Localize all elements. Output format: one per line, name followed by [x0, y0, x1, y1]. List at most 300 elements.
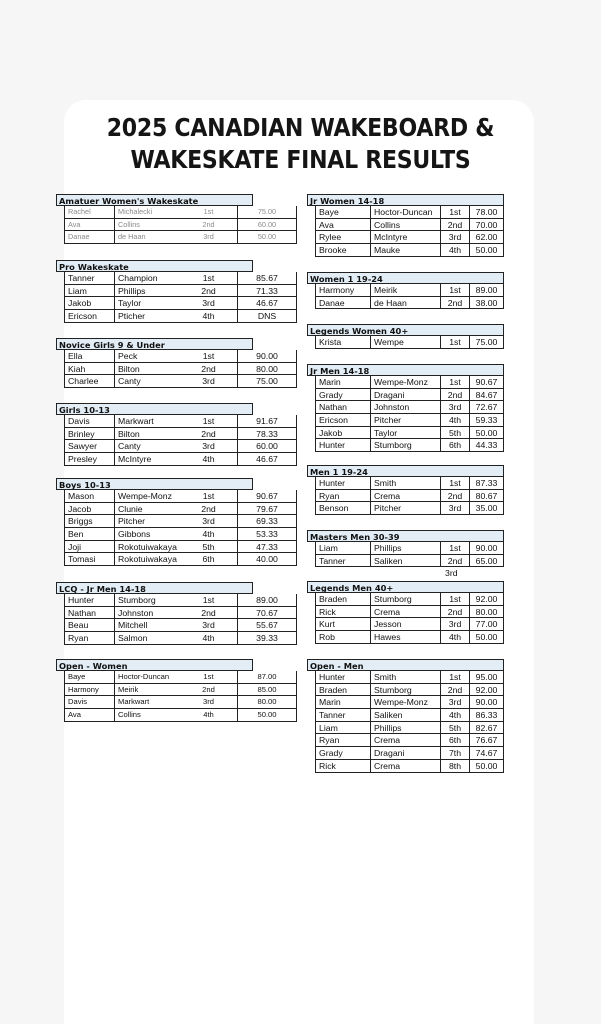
category-header: Pro Wakeskate [56, 260, 253, 272]
place-cell: 1st [440, 376, 469, 389]
last-name-cell: Rokotuiwakaya [114, 553, 180, 566]
first-name-cell: Nathan [315, 401, 370, 414]
score-cell: 62.00 [469, 231, 504, 244]
score-cell: 89.00 [469, 284, 504, 297]
place-cell: 2nd [440, 490, 469, 503]
result-row [307, 760, 504, 773]
score-cell: 85.67 [237, 272, 297, 285]
score-cell: 92.00 [469, 593, 504, 606]
place-cell: 2nd [440, 389, 469, 402]
result-row [56, 231, 277, 244]
place-cell: 4th [440, 244, 469, 257]
last-name-cell: Peck [114, 350, 180, 363]
score-cell: 91.67 [237, 415, 297, 428]
place-cell: 2nd [180, 363, 237, 376]
score-cell: 82.67 [469, 722, 504, 735]
place-cell: 3rd [440, 502, 469, 515]
place-cell: 2nd [180, 428, 237, 441]
score-cell: 55.67 [237, 619, 297, 632]
place-cell: 2nd [440, 219, 469, 232]
place-cell: 4th [440, 709, 469, 722]
category-header: Open - Women [56, 659, 253, 671]
last-name-cell: Pitcher [370, 502, 440, 515]
last-name-cell: Dragani [370, 389, 440, 402]
first-name-cell: Hunter [64, 594, 114, 607]
result-row [307, 427, 504, 440]
score-cell: 95.00 [469, 671, 504, 684]
place-cell: 4th [440, 631, 469, 644]
last-name-cell: Salmon [114, 632, 180, 645]
place-cell: 4th [180, 632, 237, 645]
page-title-line-1: 2025 CANADIAN WAKEBOARD & [106, 113, 495, 142]
score-cell: 71.33 [237, 285, 297, 298]
first-name-cell: Harmony [64, 684, 114, 697]
first-name-cell: Brinley [64, 428, 114, 441]
first-name-cell: Mason [64, 490, 114, 503]
last-name-cell: Smith [370, 671, 440, 684]
first-name-cell: Jacob [64, 503, 114, 516]
result-row [56, 297, 278, 310]
result-row [56, 709, 277, 722]
score-cell: 46.67 [237, 453, 297, 466]
last-name-cell: Taylor [114, 297, 180, 310]
category-jr-men-14-18 [307, 364, 504, 452]
score-cell: 40.00 [237, 553, 297, 566]
page-title-line-2: WAKESKATE FINAL RESULTS [130, 145, 471, 174]
category-jr-women-14-18 [307, 194, 504, 257]
category-header: LCQ - Jr Men 14-18 [56, 582, 253, 594]
first-name-cell: Danae [315, 297, 370, 310]
score-cell: 50.00 [469, 760, 504, 773]
first-name-cell: Beau [64, 619, 114, 632]
first-name-cell: Benson [315, 502, 370, 515]
last-name-cell: Collins [114, 219, 180, 232]
place-cell: 3rd [440, 231, 469, 244]
last-name-cell: Johnston [370, 401, 440, 414]
last-name-cell: Gibbons [114, 528, 180, 541]
category-header: Women 1 19-24 [307, 272, 504, 284]
score-cell: 46.67 [237, 297, 297, 310]
result-row [307, 684, 504, 697]
first-name-cell: Ryan [64, 632, 114, 645]
first-name-cell: Ava [64, 709, 114, 722]
result-row [307, 206, 504, 219]
result-row [307, 376, 504, 389]
first-name-cell: Joji [64, 541, 114, 554]
place-cell: 3rd [180, 515, 237, 528]
result-row [56, 696, 277, 709]
result-row [56, 553, 278, 566]
category-open-women [56, 659, 277, 722]
last-name-cell: Bilton [114, 428, 180, 441]
place-cell: 3rd [180, 619, 237, 632]
score-cell: 60.00 [237, 219, 297, 232]
first-name-cell: Marin [315, 696, 370, 709]
result-row [56, 671, 277, 684]
first-name-cell: Baye [315, 206, 370, 219]
result-row [56, 206, 277, 219]
first-name-cell: Hunter [315, 439, 370, 452]
first-name-cell: Davis [64, 696, 114, 709]
result-row [307, 219, 504, 232]
last-name-cell: Saliken [370, 555, 440, 568]
last-name-cell: Meirik [370, 284, 440, 297]
last-name-cell: Michalecki [114, 206, 180, 219]
score-cell: 75.00 [237, 375, 297, 388]
score-cell: 90.67 [469, 376, 504, 389]
score-cell: 80.00 [237, 363, 297, 376]
first-name-cell: Liam [315, 542, 370, 555]
score-cell: 53.33 [237, 528, 297, 541]
place-cell: 1st [440, 542, 469, 555]
last-name-cell: Champion [114, 272, 180, 285]
result-row [307, 284, 504, 297]
score-cell: 84.67 [469, 389, 504, 402]
first-name-cell: Rob [315, 631, 370, 644]
category-header: Masters Men 30-39 [307, 530, 504, 542]
score-cell: 72.67 [469, 401, 504, 414]
score-cell: 90.67 [237, 490, 297, 503]
last-name-cell: Mauke [370, 244, 440, 257]
result-row [307, 439, 504, 452]
first-name-cell: Rylee [315, 231, 370, 244]
score-cell: 86.33 [469, 709, 504, 722]
result-row [307, 244, 504, 257]
result-row [307, 722, 504, 735]
place-cell: 3rd [180, 696, 237, 709]
place-cell: 1st [180, 272, 237, 285]
category-header: Girls 10-13 [56, 403, 253, 415]
first-name-cell: Briggs [64, 515, 114, 528]
result-row [56, 350, 278, 363]
place-cell: 3rd [440, 618, 469, 631]
result-row [56, 428, 278, 441]
result-row [56, 453, 278, 466]
first-name-cell: Marin [315, 376, 370, 389]
score-cell: 60.00 [237, 440, 297, 453]
last-name-cell: Canty [114, 440, 180, 453]
first-name-cell: Liam [64, 285, 114, 298]
category-boys-10-13 [56, 478, 278, 566]
score-cell: 50.00 [469, 631, 504, 644]
last-name-cell: Rokotuiwakaya [114, 541, 180, 554]
place-cell: 2nd [180, 503, 237, 516]
place-cell: 1st [180, 415, 237, 428]
result-row [307, 477, 504, 490]
first-name-cell: Sawyer [64, 440, 114, 453]
first-name-cell: Rick [315, 760, 370, 773]
place-cell: 1st [440, 671, 469, 684]
place-cell: 6th [180, 553, 237, 566]
score-cell: 80.00 [237, 696, 297, 709]
last-name-cell: Johnston [114, 607, 180, 620]
first-name-cell: Tanner [64, 272, 114, 285]
place-cell: 4th [180, 709, 237, 722]
place-cell: 2nd [440, 684, 469, 697]
score-cell: 50.00 [469, 427, 504, 440]
result-row [307, 490, 504, 503]
last-name-cell: Hoctor-Duncan [370, 206, 440, 219]
score-cell: 75.00 [469, 336, 504, 349]
first-name-cell: Ericson [64, 310, 114, 323]
score-cell: 50.00 [469, 244, 504, 257]
last-name-cell: de Haan [114, 231, 180, 244]
first-name-cell: Tanner [315, 709, 370, 722]
place-cell: 2nd [440, 606, 469, 619]
result-row [56, 594, 278, 607]
score-cell: 85.00 [237, 684, 297, 697]
result-row [56, 440, 278, 453]
category-header: Open - Men [307, 659, 504, 671]
place-cell: 3rd [180, 297, 237, 310]
score-cell: 87.00 [237, 671, 297, 684]
last-name-cell: Wempe [370, 336, 440, 349]
place-cell: 4th [180, 528, 237, 541]
place-cell: 4th [180, 453, 237, 466]
last-name-cell: Collins [114, 709, 180, 722]
score-cell: 39.33 [237, 632, 297, 645]
category-girls-10-13 [56, 403, 278, 466]
last-name-cell: Crema [370, 734, 440, 747]
result-row [307, 336, 504, 349]
category-header: Men 1 19-24 [307, 465, 504, 477]
result-row [307, 709, 504, 722]
score-cell: 70.67 [237, 607, 297, 620]
result-row [56, 541, 278, 554]
last-name-cell: Crema [370, 606, 440, 619]
first-name-cell: Grady [315, 747, 370, 760]
place-cell: 1st [180, 206, 237, 219]
last-name-cell: Clunie [114, 503, 180, 516]
first-name-cell: Braden [315, 593, 370, 606]
score-cell: 47.33 [237, 541, 297, 554]
result-row [56, 219, 277, 232]
first-name-cell: Ryan [315, 490, 370, 503]
category-header: Boys 10-13 [56, 478, 253, 490]
first-name-cell: Ava [64, 219, 114, 232]
last-name-cell: Phillips [370, 722, 440, 735]
place-cell: 4th [180, 310, 237, 323]
place-cell: 3rd [440, 696, 469, 709]
result-row [307, 401, 504, 414]
score-cell: 78.33 [237, 428, 297, 441]
result-row [56, 632, 278, 645]
last-name-cell: Dragani [370, 747, 440, 760]
place-cell: 6th [440, 439, 469, 452]
result-row [307, 502, 504, 515]
last-name-cell: Pticher [114, 310, 180, 323]
category-header: Amatuer Women's Wakeskate [56, 194, 253, 206]
first-name-cell: Harmony [315, 284, 370, 297]
result-row [307, 696, 504, 709]
first-name-cell: Rick [315, 606, 370, 619]
last-name-cell: Crema [370, 490, 440, 503]
first-name-cell: Grady [315, 389, 370, 402]
category-pro-wakeskate [56, 260, 278, 323]
place-cell: 1st [440, 284, 469, 297]
first-name-cell: Kurt [315, 618, 370, 631]
score-cell: 69.33 [237, 515, 297, 528]
result-row [307, 389, 504, 402]
score-cell: 89.00 [237, 594, 297, 607]
result-row [56, 515, 278, 528]
category-masters-men-30-39 [307, 530, 504, 580]
score-cell: 38.00 [469, 297, 504, 310]
first-name-cell: Liam [315, 722, 370, 735]
category-header: Jr Women 14-18 [307, 194, 504, 206]
place-cell: 6th [440, 734, 469, 747]
place-cell: 2nd [180, 684, 237, 697]
first-name-cell: Krista [315, 336, 370, 349]
result-row [56, 528, 278, 541]
last-name-cell: Pitcher [114, 515, 180, 528]
category-lcq-jr-men-14-18 [56, 582, 278, 645]
result-row [56, 363, 278, 376]
place-cell: 2nd [440, 297, 469, 310]
category-header: Legends Men 40+ [307, 581, 504, 593]
score-cell: 90.00 [237, 350, 297, 363]
place-cell: 5th [440, 427, 469, 440]
first-name-cell: Ericson [315, 414, 370, 427]
result-row [307, 671, 504, 684]
result-row [56, 415, 278, 428]
score-cell: 80.00 [469, 606, 504, 619]
result-row [307, 593, 504, 606]
category-legends-women-40 [307, 324, 504, 349]
first-name-cell: Braden [315, 684, 370, 697]
score-cell: 76.67 [469, 734, 504, 747]
last-name-cell: Stumborg [370, 439, 440, 452]
last-name-cell: Phillips [370, 542, 440, 555]
score-cell: 59.33 [469, 414, 504, 427]
last-name-cell: Hoctor-Duncan [114, 671, 180, 684]
last-name-cell: Bilton [114, 363, 180, 376]
place-cell: 1st [440, 477, 469, 490]
place-cell: 2nd [180, 607, 237, 620]
category-header: Legends Women 40+ [307, 324, 504, 336]
first-name-cell: Ryan [315, 734, 370, 747]
place-cell: 1st [180, 490, 237, 503]
result-row [307, 618, 504, 631]
first-name-cell: Rachel [64, 206, 114, 219]
result-row [307, 631, 504, 644]
first-name-cell: Davis [64, 415, 114, 428]
score-cell: DNS [237, 310, 297, 323]
first-name-cell: Ava [315, 219, 370, 232]
category-header: Novice Girls 9 & Under [56, 338, 253, 350]
score-cell: 80.67 [469, 490, 504, 503]
score-cell: 77.00 [469, 618, 504, 631]
category-header: Jr Men 14-18 [307, 364, 504, 376]
last-name-cell: Smith [370, 477, 440, 490]
last-name-cell: de Haan [370, 297, 440, 310]
last-name-cell: Wempe-Monz [114, 490, 180, 503]
last-name-cell: Jesson [370, 618, 440, 631]
last-name-cell: Taylor [370, 427, 440, 440]
first-name-cell: Charlee [64, 375, 114, 388]
first-name-cell: Danae [64, 231, 114, 244]
last-name-cell: Stumborg [370, 684, 440, 697]
last-name-cell: Canty [114, 375, 180, 388]
place-cell: 5th [180, 541, 237, 554]
place-cell: 3rd [440, 401, 469, 414]
result-row [56, 503, 278, 516]
first-name-cell: Nathan [64, 607, 114, 620]
first-name-cell: Hunter [315, 671, 370, 684]
score-cell: 35.00 [469, 502, 504, 515]
score-cell: 65.00 [469, 555, 504, 568]
category-women-1-19-24 [307, 272, 504, 309]
score-cell: 70.00 [469, 219, 504, 232]
first-name-cell: Hunter [315, 477, 370, 490]
score-cell: 50.00 [237, 709, 297, 722]
place-cell: 1st [180, 671, 237, 684]
score-cell: 74.67 [469, 747, 504, 760]
first-name-cell: Baye [64, 671, 114, 684]
first-name-cell: Presley [64, 453, 114, 466]
first-name-cell: Jakob [64, 297, 114, 310]
category-novice-girls-9-under [56, 338, 278, 388]
place-cell: 7th [440, 747, 469, 760]
category-legends-men-40 [307, 581, 504, 644]
result-row [307, 542, 504, 555]
category-open-men [307, 659, 504, 773]
last-name-cell: Phillips [114, 285, 180, 298]
result-row [56, 619, 278, 632]
place-cell: 3rd [180, 231, 237, 244]
place-cell: 1st [440, 336, 469, 349]
result-row [56, 490, 278, 503]
last-name-cell: Markwart [114, 415, 180, 428]
result-row [307, 414, 504, 427]
last-name-cell: Stumborg [370, 593, 440, 606]
place-cell: 3rd [180, 440, 237, 453]
result-row [307, 606, 504, 619]
result-row [56, 607, 278, 620]
first-name-cell: Tanner [315, 555, 370, 568]
last-name-cell: Saliken [370, 709, 440, 722]
place-cell: 2nd [440, 555, 469, 568]
place-cell: 2nd [180, 285, 237, 298]
result-row [307, 747, 504, 760]
place-cell: 3rd [180, 375, 237, 388]
first-name-cell: Kiah [64, 363, 114, 376]
result-row [307, 231, 504, 244]
score-cell: 50.00 [237, 231, 297, 244]
score-cell: 44.33 [469, 439, 504, 452]
place-cell: 1st [180, 350, 237, 363]
result-row [307, 297, 504, 310]
last-name-cell: Stumborg [114, 594, 180, 607]
score-cell: 90.00 [469, 542, 504, 555]
last-name-cell: Wempe-Monz [370, 376, 440, 389]
score-cell: 90.00 [469, 696, 504, 709]
first-name-cell: Ella [64, 350, 114, 363]
score-cell: 87.33 [469, 477, 504, 490]
last-name-cell: Pitcher [370, 414, 440, 427]
first-name-cell: Tomasi [64, 553, 114, 566]
result-row [56, 310, 277, 323]
category-men-1-19-24 [307, 465, 504, 515]
first-name-cell: Brooke [315, 244, 370, 257]
last-name-cell: Crema [370, 760, 440, 773]
first-name-cell: Jakob [315, 427, 370, 440]
last-name-cell: Hawes [370, 631, 440, 644]
last-name-cell: Mitchell [114, 619, 180, 632]
result-row [56, 375, 278, 388]
place-cell: 4th [440, 414, 469, 427]
place-cell: 1st [440, 206, 469, 219]
